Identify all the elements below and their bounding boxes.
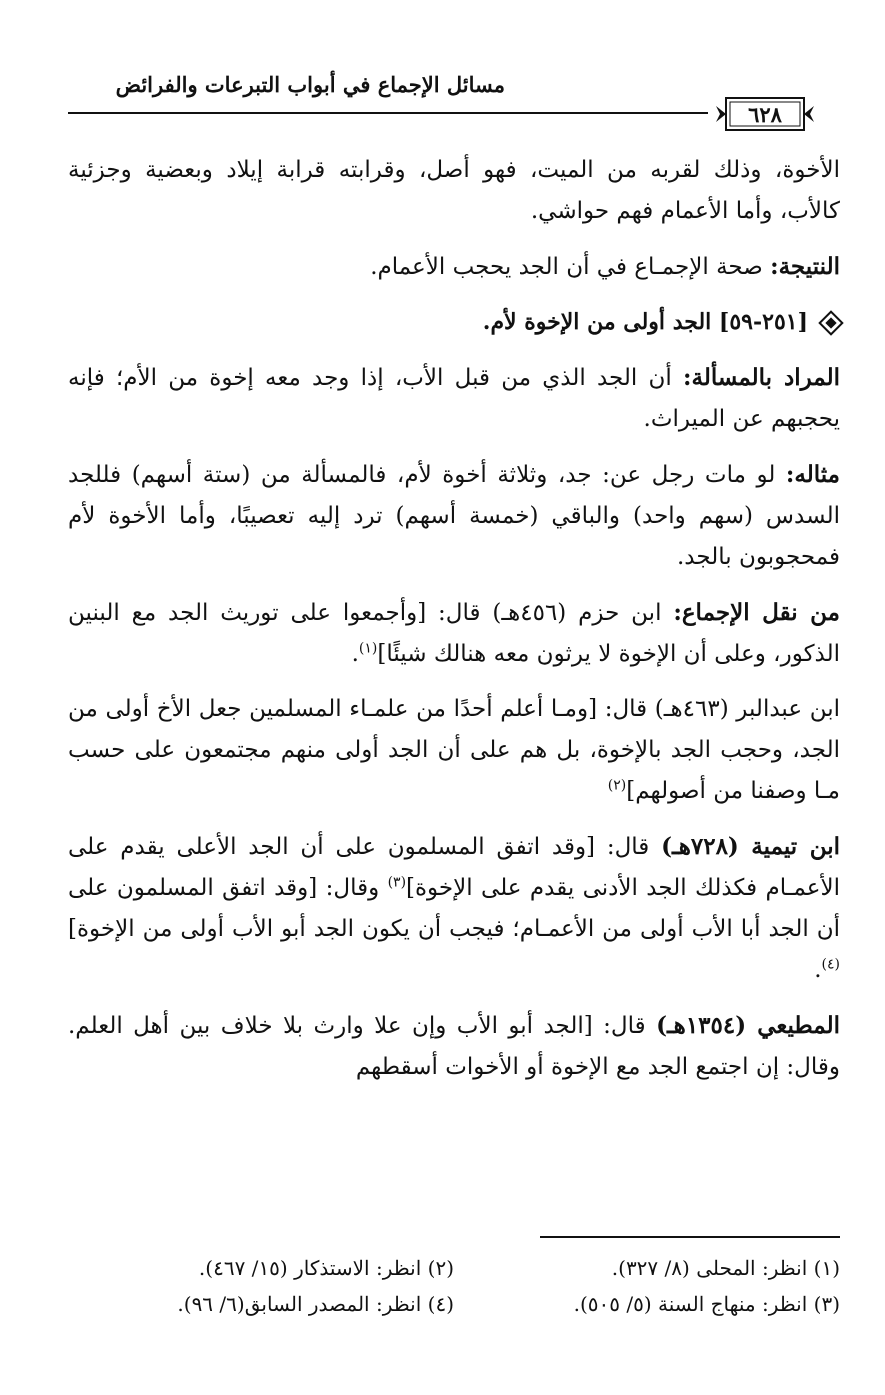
consensus-paragraph: من نقل الإجماع: ابن حزم (٤٥٦هـ) قال: [وأجمعوا على توريث الجد مع البنين الذكور، وعلى أن الإخوة لا يرثون معه هنالك شيئًا]$^{(١)}$. (68, 599, 841, 667)
consensus-text: ابن حزم (٤٥٦هـ) قال: [وأجمعوا على توريث الجد مع البنين الذكور، وعلى أن الإخوة لا يرثون معه هنالك شيئًا] (68, 600, 840, 667)
paragraph-text: الأخوة، وذلك لقربه من الميت، فهو أصل، وقرابته قرابة إيلاد وبعضية وجزئية كالأب، وأما الأعمام فهم حواشي. (68, 157, 840, 224)
page-number: ٦٢٨ (748, 101, 782, 127)
quote-text: قال: [وقد اتفق المسلمون على أن الجد الأعلى يقدم على الأعمـام فكذلك الجد الأدنى يقدم على الإخوة] (68, 834, 841, 901)
consensus-label: من نقل الإجماع: (673, 599, 841, 626)
result-paragraph (68, 246, 840, 288)
footnote: (١) انظر: المحلى (٨/ ٣٢٧). (611, 1256, 840, 1280)
definition-paragraph (68, 357, 840, 440)
quote-paragraph: ابن تيمية (٧٢٨هـ) قال: [وقد اتفق المسلمون على أن الجد الأعلى يقدم على الأعمـام فكذلك الجد الأدنى يقدم على الإخوة]$^{(٣)}$ وقال: [وقد اتفق المسلمون على أن الجد أبا الأب أولى من الأعمـام؛ فيجب أن يكون الجد أبو الأب أولى من الإخوة]$^{(٤)}$. (68, 833, 841, 983)
footnote-row (68, 1286, 840, 1322)
header-rule (68, 112, 708, 114)
footnote-ref: (٢) (607, 777, 627, 794)
footnote: (٢) انظر: الاستذكار (١٥/ ٤٦٧). (198, 1256, 454, 1280)
issue-heading-text: [٢٥١-٥٩] الجد أولى من الإخوة لأم. (482, 309, 808, 335)
page-number-ornament (712, 94, 818, 134)
example-paragraph (68, 454, 840, 578)
footnote-row (68, 1250, 840, 1286)
issue-heading (68, 302, 840, 343)
paragraph (68, 150, 840, 232)
footnotes (68, 1250, 840, 1322)
definition-text: أن الجد الذي من قبل الأب، إذا وجد معه إخوة من الأم؛ فإنه يحجبهم عن الميراث. (68, 365, 840, 432)
quote-paragraph (68, 1005, 840, 1088)
quote-paragraph (68, 689, 840, 812)
diamond-bullet-icon (818, 310, 843, 335)
result-text: صحة الإجمـاع في أن الجد يحجب الأعمام. (370, 254, 763, 280)
example-text: لو مات رجل عن: جد، وثلاثة أخوة لأم، فالمسألة من (ستة أسهم) فللجد السدس (سهم واحد) والباقي (خمسة أسهم) ترد إليه تعصيبًا، وأما الأخوة لأم فمحجوبون بالجد. (68, 462, 840, 570)
quote-text: وقال: [وقد اتفق المسلمون على أن الجد أبا الأب أولى من الأعمـام؛ فيجب أن يكون الجد أبو الأب أولى من الإخوة] (68, 875, 840, 942)
footnote: (٣) انظر: منهاج السنة (٥/ ٥٠٥). (573, 1292, 840, 1316)
footnote-ref: (٣) (387, 874, 407, 891)
footnote-rule (540, 1236, 840, 1238)
definition-label: المراد بالمسألة: (683, 364, 840, 391)
quote-text: ابن عبدالبر (٤٦٣هـ) قال: [ومـا أعلم أحدًا من علمـاء المسلمين جعل الأخ أولى من الجد، وحجب الجد بالإخوة، بل هم على أن الجد أولى منهم مجتمعون على حسب مـا وصفنا من أصولهم] (68, 696, 840, 804)
footnote-ref: (٤) (821, 956, 840, 973)
scholar-name: المطيعي (١٣٥٤هـ) (656, 1012, 840, 1039)
example-label: مثاله: (785, 461, 840, 488)
main-text (68, 150, 840, 1102)
scholar-name: ابن تيمية (٧٢٨هـ) (661, 833, 841, 860)
footnote-ref: (١) (358, 640, 378, 657)
footnote: (٤) انظر: المصدر السابق(٦/ ٩٦). (177, 1292, 454, 1316)
quote-text: قال: [الجد أبو الأب وإن علا وارث بلا خلاف بين أهل العلم. وقال: إن اجتمع الجد مع الإخوة أو الأخوات أسقطهم (68, 1013, 840, 1080)
result-label: النتيجة: (770, 253, 840, 280)
running-header-title: مسائل الإجماع في أبواب التبرعات والفرائض (115, 72, 505, 97)
